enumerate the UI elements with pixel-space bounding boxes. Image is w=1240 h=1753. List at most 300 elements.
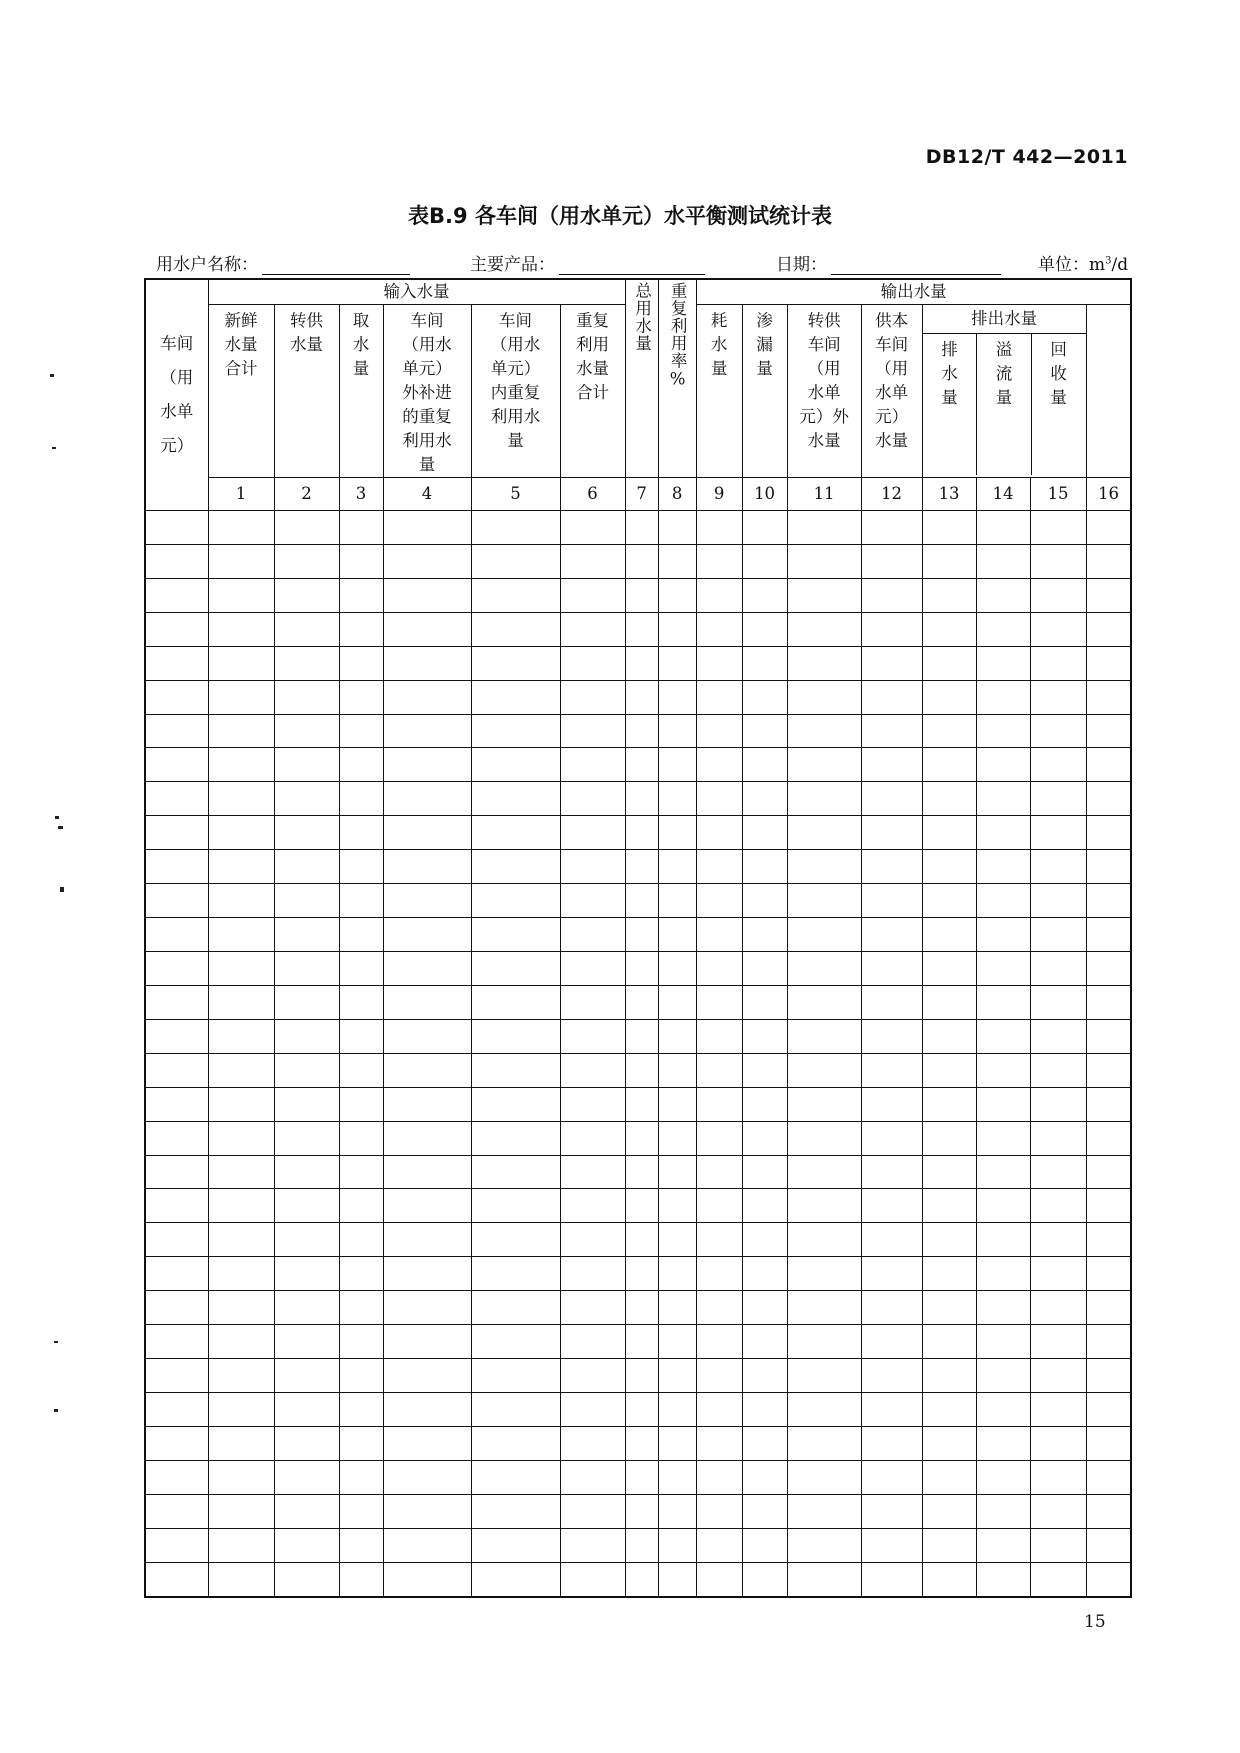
table-cell[interactable] xyxy=(274,511,339,545)
table-cell[interactable] xyxy=(383,714,471,748)
table-cell[interactable] xyxy=(471,1291,560,1325)
table-cell[interactable] xyxy=(787,884,861,918)
table-cell[interactable] xyxy=(861,646,922,680)
table-cell[interactable] xyxy=(742,1562,787,1597)
table-cell[interactable] xyxy=(1086,1325,1131,1359)
table-cell[interactable] xyxy=(625,1223,658,1257)
table-cell[interactable] xyxy=(658,1189,696,1223)
table-cell[interactable] xyxy=(658,951,696,985)
table-cell[interactable] xyxy=(658,1359,696,1393)
table-cell[interactable] xyxy=(861,918,922,952)
table-cell[interactable] xyxy=(274,748,339,782)
table-cell[interactable] xyxy=(658,1426,696,1460)
table-cell[interactable] xyxy=(658,544,696,578)
table-cell[interactable] xyxy=(145,1325,208,1359)
table-cell[interactable] xyxy=(383,544,471,578)
table-cell[interactable] xyxy=(560,1291,625,1325)
table-cell[interactable] xyxy=(145,646,208,680)
table-cell[interactable] xyxy=(471,1223,560,1257)
table-cell[interactable] xyxy=(625,884,658,918)
table-cell[interactable] xyxy=(787,1155,861,1189)
table-cell[interactable] xyxy=(658,985,696,1019)
table-cell[interactable] xyxy=(742,1494,787,1528)
table-cell[interactable] xyxy=(861,1121,922,1155)
table-cell[interactable] xyxy=(976,918,1030,952)
table-cell[interactable] xyxy=(976,1426,1030,1460)
table-cell[interactable] xyxy=(383,951,471,985)
table-cell[interactable] xyxy=(208,680,274,714)
table-cell[interactable] xyxy=(1086,1257,1131,1291)
table-cell[interactable] xyxy=(1086,1155,1131,1189)
table-cell[interactable] xyxy=(383,884,471,918)
table-cell[interactable] xyxy=(471,1155,560,1189)
table-cell[interactable] xyxy=(696,748,742,782)
table-cell[interactable] xyxy=(145,680,208,714)
table-cell[interactable] xyxy=(625,816,658,850)
table-cell[interactable] xyxy=(1086,1087,1131,1121)
table-cell[interactable] xyxy=(560,1562,625,1597)
table-cell[interactable] xyxy=(383,748,471,782)
table-cell[interactable] xyxy=(1030,884,1086,918)
table-cell[interactable] xyxy=(922,816,976,850)
table-cell[interactable] xyxy=(383,1359,471,1393)
table-cell[interactable] xyxy=(208,1155,274,1189)
table-cell[interactable] xyxy=(208,1359,274,1393)
table-cell[interactable] xyxy=(976,1494,1030,1528)
table-cell[interactable] xyxy=(274,680,339,714)
table-cell[interactable] xyxy=(1030,1460,1086,1494)
table-cell[interactable] xyxy=(383,1494,471,1528)
table-cell[interactable] xyxy=(560,680,625,714)
table-cell[interactable] xyxy=(787,985,861,1019)
table-cell[interactable] xyxy=(658,782,696,816)
table-cell[interactable] xyxy=(471,714,560,748)
table-cell[interactable] xyxy=(696,714,742,748)
table-cell[interactable] xyxy=(560,612,625,646)
table-cell[interactable] xyxy=(383,816,471,850)
table-cell[interactable] xyxy=(471,646,560,680)
table-cell[interactable] xyxy=(787,1460,861,1494)
table-cell[interactable] xyxy=(922,1426,976,1460)
table-cell[interactable] xyxy=(625,1325,658,1359)
table-cell[interactable] xyxy=(208,646,274,680)
table-cell[interactable] xyxy=(696,1257,742,1291)
table-cell[interactable] xyxy=(1086,850,1131,884)
table-cell[interactable] xyxy=(625,1189,658,1223)
table-cell[interactable] xyxy=(274,1359,339,1393)
table-cell[interactable] xyxy=(339,1528,383,1562)
table-cell[interactable] xyxy=(658,511,696,545)
table-cell[interactable] xyxy=(922,1121,976,1155)
table-cell[interactable] xyxy=(208,985,274,1019)
table-cell[interactable] xyxy=(787,918,861,952)
table-cell[interactable] xyxy=(383,1121,471,1155)
table-cell[interactable] xyxy=(1030,1562,1086,1597)
table-cell[interactable] xyxy=(922,1325,976,1359)
table-cell[interactable] xyxy=(861,544,922,578)
table-cell[interactable] xyxy=(658,1223,696,1257)
table-cell[interactable] xyxy=(339,1223,383,1257)
table-cell[interactable] xyxy=(560,1121,625,1155)
table-cell[interactable] xyxy=(922,1359,976,1393)
table-cell[interactable] xyxy=(922,578,976,612)
table-cell[interactable] xyxy=(922,1189,976,1223)
table-cell[interactable] xyxy=(145,1494,208,1528)
table-cell[interactable] xyxy=(471,918,560,952)
table-cell[interactable] xyxy=(339,612,383,646)
table-cell[interactable] xyxy=(625,612,658,646)
table-cell[interactable] xyxy=(274,1019,339,1053)
table-cell[interactable] xyxy=(145,1392,208,1426)
table-cell[interactable] xyxy=(976,884,1030,918)
table-cell[interactable] xyxy=(339,1291,383,1325)
table-cell[interactable] xyxy=(471,1460,560,1494)
table-cell[interactable] xyxy=(787,1426,861,1460)
table-cell[interactable] xyxy=(861,1528,922,1562)
table-cell[interactable] xyxy=(696,1019,742,1053)
table-cell[interactable] xyxy=(1030,511,1086,545)
table-cell[interactable] xyxy=(742,985,787,1019)
table-cell[interactable] xyxy=(560,1460,625,1494)
table-cell[interactable] xyxy=(145,1359,208,1393)
table-cell[interactable] xyxy=(274,1155,339,1189)
main-product-blank[interactable] xyxy=(559,256,705,275)
table-cell[interactable] xyxy=(861,1155,922,1189)
table-cell[interactable] xyxy=(1086,884,1131,918)
table-cell[interactable] xyxy=(339,850,383,884)
table-cell[interactable] xyxy=(625,1460,658,1494)
table-cell[interactable] xyxy=(861,1291,922,1325)
table-cell[interactable] xyxy=(696,1460,742,1494)
table-cell[interactable] xyxy=(1086,578,1131,612)
table-cell[interactable] xyxy=(861,1325,922,1359)
table-cell[interactable] xyxy=(1030,748,1086,782)
table-cell[interactable] xyxy=(339,1053,383,1087)
table-cell[interactable] xyxy=(274,1257,339,1291)
table-cell[interactable] xyxy=(742,850,787,884)
table-cell[interactable] xyxy=(383,1291,471,1325)
table-cell[interactable] xyxy=(696,1359,742,1393)
table-cell[interactable] xyxy=(383,1019,471,1053)
table-cell[interactable] xyxy=(339,1359,383,1393)
table-cell[interactable] xyxy=(274,1562,339,1597)
table-cell[interactable] xyxy=(1030,544,1086,578)
table-cell[interactable] xyxy=(976,850,1030,884)
table-cell[interactable] xyxy=(471,1325,560,1359)
table-cell[interactable] xyxy=(208,1562,274,1597)
table-cell[interactable] xyxy=(339,511,383,545)
table-cell[interactable] xyxy=(658,1257,696,1291)
table-cell[interactable] xyxy=(861,748,922,782)
table-cell[interactable] xyxy=(145,1087,208,1121)
table-cell[interactable] xyxy=(1086,714,1131,748)
table-cell[interactable] xyxy=(1030,1223,1086,1257)
table-cell[interactable] xyxy=(696,1121,742,1155)
table-cell[interactable] xyxy=(274,1426,339,1460)
table-cell[interactable] xyxy=(383,511,471,545)
table-cell[interactable] xyxy=(922,646,976,680)
table-cell[interactable] xyxy=(145,1223,208,1257)
table-cell[interactable] xyxy=(696,1087,742,1121)
table-cell[interactable] xyxy=(1030,782,1086,816)
table-cell[interactable] xyxy=(742,680,787,714)
table-cell[interactable] xyxy=(696,1189,742,1223)
table-cell[interactable] xyxy=(274,951,339,985)
table-cell[interactable] xyxy=(658,680,696,714)
table-cell[interactable] xyxy=(742,714,787,748)
table-cell[interactable] xyxy=(208,1257,274,1291)
table-cell[interactable] xyxy=(976,782,1030,816)
table-cell[interactable] xyxy=(696,544,742,578)
table-cell[interactable] xyxy=(339,884,383,918)
table-cell[interactable] xyxy=(658,1019,696,1053)
table-cell[interactable] xyxy=(560,714,625,748)
table-cell[interactable] xyxy=(696,511,742,545)
table-cell[interactable] xyxy=(1030,646,1086,680)
table-cell[interactable] xyxy=(976,1528,1030,1562)
table-cell[interactable] xyxy=(696,884,742,918)
table-cell[interactable] xyxy=(658,1291,696,1325)
table-cell[interactable] xyxy=(383,1223,471,1257)
table-cell[interactable] xyxy=(208,1121,274,1155)
table-cell[interactable] xyxy=(274,782,339,816)
table-cell[interactable] xyxy=(560,1359,625,1393)
table-cell[interactable] xyxy=(145,1562,208,1597)
table-cell[interactable] xyxy=(560,1019,625,1053)
table-cell[interactable] xyxy=(787,578,861,612)
table-cell[interactable] xyxy=(1030,1325,1086,1359)
table-cell[interactable] xyxy=(625,985,658,1019)
table-cell[interactable] xyxy=(658,646,696,680)
table-cell[interactable] xyxy=(471,1562,560,1597)
table-cell[interactable] xyxy=(471,782,560,816)
table-cell[interactable] xyxy=(274,714,339,748)
table-cell[interactable] xyxy=(1030,1426,1086,1460)
table-cell[interactable] xyxy=(742,1460,787,1494)
table-cell[interactable] xyxy=(696,1426,742,1460)
table-cell[interactable] xyxy=(976,748,1030,782)
table-cell[interactable] xyxy=(787,1087,861,1121)
table-cell[interactable] xyxy=(560,918,625,952)
table-cell[interactable] xyxy=(787,1223,861,1257)
table-cell[interactable] xyxy=(1030,612,1086,646)
table-cell[interactable] xyxy=(471,951,560,985)
table-cell[interactable] xyxy=(339,578,383,612)
table-cell[interactable] xyxy=(208,714,274,748)
table-cell[interactable] xyxy=(625,511,658,545)
table-cell[interactable] xyxy=(1086,544,1131,578)
table-cell[interactable] xyxy=(471,544,560,578)
table-cell[interactable] xyxy=(1030,918,1086,952)
table-cell[interactable] xyxy=(861,1087,922,1121)
table-cell[interactable] xyxy=(787,1359,861,1393)
table-cell[interactable] xyxy=(922,1019,976,1053)
table-cell[interactable] xyxy=(696,646,742,680)
table-cell[interactable] xyxy=(922,1053,976,1087)
table-cell[interactable] xyxy=(560,816,625,850)
table-cell[interactable] xyxy=(145,1426,208,1460)
table-cell[interactable] xyxy=(383,985,471,1019)
table-cell[interactable] xyxy=(1086,985,1131,1019)
table-cell[interactable] xyxy=(560,884,625,918)
table-cell[interactable] xyxy=(696,612,742,646)
table-cell[interactable] xyxy=(145,578,208,612)
table-cell[interactable] xyxy=(339,680,383,714)
table-cell[interactable] xyxy=(1086,1494,1131,1528)
table-cell[interactable] xyxy=(383,1325,471,1359)
table-cell[interactable] xyxy=(339,1257,383,1291)
table-cell[interactable] xyxy=(1086,680,1131,714)
table-cell[interactable] xyxy=(1086,782,1131,816)
table-cell[interactable] xyxy=(625,578,658,612)
table-cell[interactable] xyxy=(861,1359,922,1393)
table-cell[interactable] xyxy=(976,680,1030,714)
table-cell[interactable] xyxy=(922,511,976,545)
table-cell[interactable] xyxy=(560,1087,625,1121)
table-cell[interactable] xyxy=(274,884,339,918)
table-cell[interactable] xyxy=(1086,1291,1131,1325)
table-cell[interactable] xyxy=(471,1087,560,1121)
table-cell[interactable] xyxy=(696,816,742,850)
table-cell[interactable] xyxy=(976,1562,1030,1597)
table-cell[interactable] xyxy=(922,1494,976,1528)
table-cell[interactable] xyxy=(471,1392,560,1426)
table-cell[interactable] xyxy=(742,816,787,850)
table-cell[interactable] xyxy=(861,782,922,816)
table-cell[interactable] xyxy=(274,612,339,646)
table-cell[interactable] xyxy=(145,850,208,884)
table-cell[interactable] xyxy=(742,1528,787,1562)
table-cell[interactable] xyxy=(208,1189,274,1223)
table-cell[interactable] xyxy=(742,578,787,612)
table-cell[interactable] xyxy=(383,680,471,714)
table-cell[interactable] xyxy=(625,1257,658,1291)
table-cell[interactable] xyxy=(787,544,861,578)
table-cell[interactable] xyxy=(208,544,274,578)
table-cell[interactable] xyxy=(625,748,658,782)
table-cell[interactable] xyxy=(658,1155,696,1189)
table-cell[interactable] xyxy=(742,646,787,680)
table-cell[interactable] xyxy=(742,544,787,578)
table-cell[interactable] xyxy=(339,1019,383,1053)
table-cell[interactable] xyxy=(145,1257,208,1291)
table-cell[interactable] xyxy=(560,544,625,578)
table-cell[interactable] xyxy=(1030,1359,1086,1393)
table-cell[interactable] xyxy=(1086,918,1131,952)
table-cell[interactable] xyxy=(1086,612,1131,646)
table-cell[interactable] xyxy=(274,1494,339,1528)
table-cell[interactable] xyxy=(696,1562,742,1597)
table-cell[interactable] xyxy=(274,1528,339,1562)
table-cell[interactable] xyxy=(861,1562,922,1597)
table-cell[interactable] xyxy=(1086,646,1131,680)
table-cell[interactable] xyxy=(696,1291,742,1325)
table-cell[interactable] xyxy=(976,1460,1030,1494)
table-cell[interactable] xyxy=(922,782,976,816)
table-cell[interactable] xyxy=(861,1460,922,1494)
table-cell[interactable] xyxy=(861,1223,922,1257)
table-cell[interactable] xyxy=(383,1528,471,1562)
table-cell[interactable] xyxy=(274,1053,339,1087)
table-cell[interactable] xyxy=(922,1392,976,1426)
table-cell[interactable] xyxy=(696,1223,742,1257)
table-cell[interactable] xyxy=(625,1155,658,1189)
water-user-blank[interactable] xyxy=(262,256,410,275)
table-cell[interactable] xyxy=(339,748,383,782)
table-cell[interactable] xyxy=(339,1155,383,1189)
table-cell[interactable] xyxy=(383,918,471,952)
table-cell[interactable] xyxy=(861,850,922,884)
table-cell[interactable] xyxy=(208,1053,274,1087)
table-cell[interactable] xyxy=(861,1019,922,1053)
table-cell[interactable] xyxy=(742,951,787,985)
table-cell[interactable] xyxy=(471,1053,560,1087)
table-cell[interactable] xyxy=(471,680,560,714)
table-cell[interactable] xyxy=(339,646,383,680)
table-cell[interactable] xyxy=(339,816,383,850)
table-cell[interactable] xyxy=(787,1019,861,1053)
table-cell[interactable] xyxy=(976,646,1030,680)
table-cell[interactable] xyxy=(922,1460,976,1494)
table-cell[interactable] xyxy=(787,714,861,748)
table-cell[interactable] xyxy=(742,612,787,646)
table-cell[interactable] xyxy=(861,816,922,850)
table-cell[interactable] xyxy=(976,511,1030,545)
table-cell[interactable] xyxy=(625,544,658,578)
table-cell[interactable] xyxy=(208,578,274,612)
table-cell[interactable] xyxy=(274,1325,339,1359)
table-cell[interactable] xyxy=(208,1426,274,1460)
table-cell[interactable] xyxy=(274,646,339,680)
table-cell[interactable] xyxy=(922,918,976,952)
table-cell[interactable] xyxy=(742,1121,787,1155)
table-cell[interactable] xyxy=(658,1325,696,1359)
table-cell[interactable] xyxy=(339,1460,383,1494)
table-cell[interactable] xyxy=(625,1053,658,1087)
table-cell[interactable] xyxy=(383,1562,471,1597)
table-cell[interactable] xyxy=(471,1494,560,1528)
table-cell[interactable] xyxy=(625,951,658,985)
table-cell[interactable] xyxy=(658,612,696,646)
table-cell[interactable] xyxy=(560,1528,625,1562)
table-cell[interactable] xyxy=(861,680,922,714)
table-cell[interactable] xyxy=(339,1087,383,1121)
table-cell[interactable] xyxy=(742,782,787,816)
table-cell[interactable] xyxy=(339,1121,383,1155)
table-cell[interactable] xyxy=(274,1121,339,1155)
table-cell[interactable] xyxy=(208,511,274,545)
table-cell[interactable] xyxy=(861,951,922,985)
table-cell[interactable] xyxy=(145,1053,208,1087)
table-cell[interactable] xyxy=(471,748,560,782)
table-cell[interactable] xyxy=(787,511,861,545)
table-cell[interactable] xyxy=(742,1189,787,1223)
table-cell[interactable] xyxy=(339,1325,383,1359)
table-cell[interactable] xyxy=(742,918,787,952)
table-cell[interactable] xyxy=(560,1426,625,1460)
table-cell[interactable] xyxy=(742,1053,787,1087)
table-cell[interactable] xyxy=(787,748,861,782)
table-cell[interactable] xyxy=(696,782,742,816)
table-cell[interactable] xyxy=(560,748,625,782)
table-cell[interactable] xyxy=(625,1528,658,1562)
table-cell[interactable] xyxy=(658,1528,696,1562)
table-cell[interactable] xyxy=(1086,1189,1131,1223)
table-cell[interactable] xyxy=(560,578,625,612)
table-cell[interactable] xyxy=(560,1494,625,1528)
table-cell[interactable] xyxy=(787,1053,861,1087)
table-cell[interactable] xyxy=(383,1426,471,1460)
